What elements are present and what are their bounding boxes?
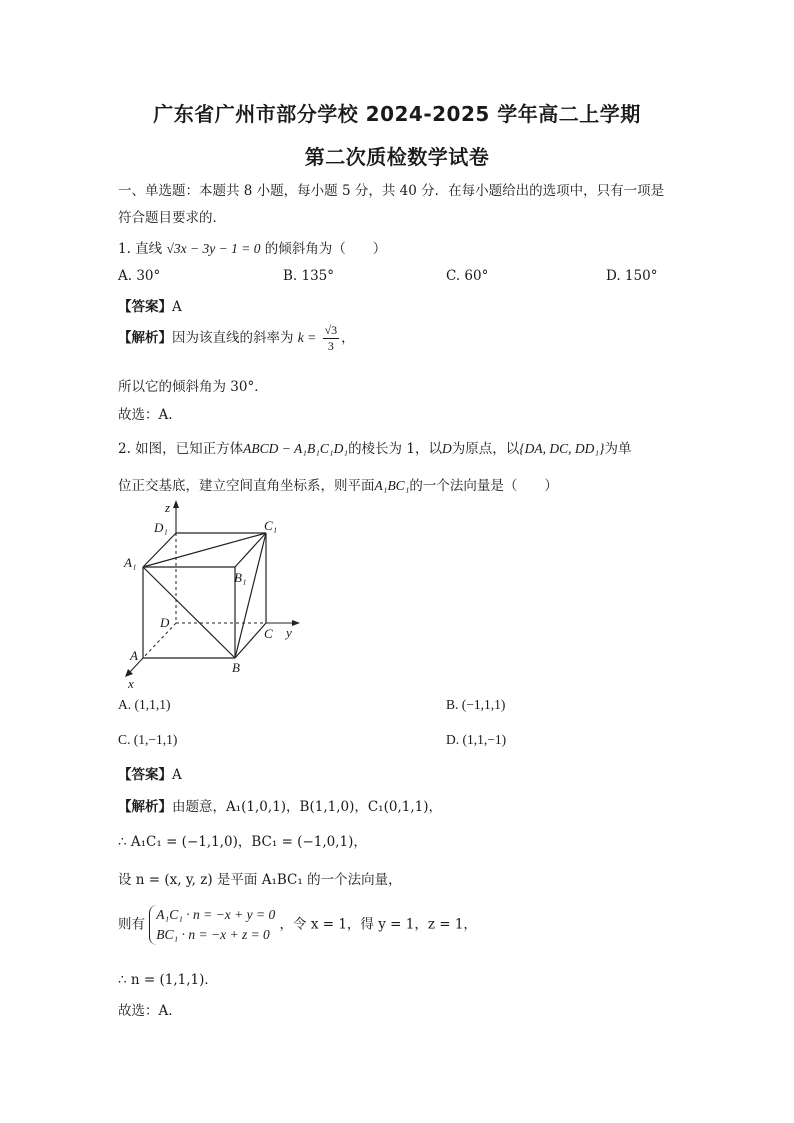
q1-slope-fraction bbox=[323, 323, 340, 354]
q2-origin-point: D bbox=[441, 441, 452, 456]
q2-analysis-text1: 由题意，A₁(1,0,1)，B(1,1,0)，C₁(0,1,1)， bbox=[172, 799, 442, 815]
q2-option-b: B. (−1,1,1) bbox=[446, 697, 506, 712]
label-c1: C₁ bbox=[264, 518, 278, 533]
q1-analysis-comma: ， bbox=[341, 330, 355, 346]
q2-plane: A₁BC₁ bbox=[374, 478, 410, 493]
segment-a1-c1 bbox=[143, 533, 266, 567]
z-axis-arrow-icon bbox=[173, 500, 179, 508]
label-a: A bbox=[130, 648, 138, 663]
q1-option-d: D. 150° bbox=[606, 268, 658, 284]
segment-b-c1 bbox=[235, 533, 266, 658]
q1-prefix: 1. 直线 bbox=[118, 241, 163, 257]
q2-stem-line1 bbox=[118, 437, 631, 457]
label-b1: B₁ bbox=[234, 570, 247, 585]
q2-line1-a: 2. 如图，已知正方体 bbox=[118, 441, 244, 457]
section-heading-line2: 符合题目要求的． bbox=[118, 210, 226, 226]
q1-answer-label: 【答案】 bbox=[118, 299, 172, 315]
exam-title-line1: 广东省广州市部分学校 2024-2025 学年高二上学期 bbox=[153, 102, 641, 126]
label-d: D bbox=[160, 615, 170, 630]
section-heading-line1: 一、单选题：本题共 8 小题，每小题 5 分，共 40 分．在每小题给出的选项中，只有一项是 bbox=[118, 183, 665, 199]
q1-analysis-text: 因为该直线的斜率为 bbox=[172, 330, 294, 346]
q1-option-c: C. 60° bbox=[446, 268, 489, 284]
q1-equation: √3x − 3y − 1 = 0 bbox=[166, 241, 261, 256]
label-z: z bbox=[165, 500, 171, 515]
q2-analysis-label: 【解析】 bbox=[118, 799, 172, 815]
label-d1: D₁ bbox=[154, 520, 168, 535]
q2-basis: {DA, DC, DD₁} bbox=[519, 441, 605, 456]
q2-option-c: C. (1,−1,1) bbox=[118, 732, 178, 747]
q1-stem bbox=[118, 237, 386, 257]
q2-option-a: A. (1,1,1) bbox=[118, 697, 171, 712]
exam-title-line2: 第二次质检数学试卷 bbox=[304, 145, 490, 169]
q1-analysis bbox=[118, 323, 355, 354]
label-y: y bbox=[286, 625, 292, 640]
q2-analysis-line3: 设 n = (x, y, z) 是平面 A₁BC₁ 的一个法向量， bbox=[118, 872, 402, 888]
q1-conclusion: 所以它的倾斜角为 30°． bbox=[118, 379, 268, 395]
q2-result: ∴ n = (1,1,1)． bbox=[118, 972, 218, 988]
q1-analysis-label: 【解析】 bbox=[118, 330, 172, 346]
label-a1: A₁ bbox=[124, 555, 137, 570]
q2-system-after: ，令 x = 1，得 y = 1，z = 1， bbox=[279, 916, 477, 933]
q2-stem-line2 bbox=[118, 474, 558, 494]
q2-answer-value: A bbox=[172, 767, 182, 783]
q1-slope-numerator: √3 bbox=[324, 323, 338, 337]
q2-then-has: 则有 bbox=[118, 916, 145, 933]
q1-choose: 故选：A. bbox=[118, 407, 173, 423]
q2-answer bbox=[118, 763, 182, 783]
label-b: B bbox=[232, 660, 240, 675]
q2-line2-a: 位正交基底，建立空间直角坐标系，则平面 bbox=[118, 478, 375, 494]
label-x: x bbox=[128, 676, 134, 690]
q1-answer-value: A bbox=[172, 299, 182, 315]
q2-equation-system bbox=[149, 905, 275, 945]
q2-answer-label: 【答案】 bbox=[118, 767, 172, 783]
q2-analysis-line2: ∴ A₁C₁ = (−1,1,0)，BC₁ = (−1,0,1)， bbox=[118, 834, 367, 850]
cube-diagram bbox=[118, 500, 318, 690]
q2-line1-c: 为原点，以 bbox=[451, 441, 520, 457]
q2-choose: 故选：A. bbox=[118, 1003, 173, 1019]
q2-line1-d: 为单 bbox=[604, 441, 632, 457]
q1-answer bbox=[118, 295, 182, 315]
q2-line1-b: 的棱长为 1，以 bbox=[348, 441, 442, 457]
q1-slope-lhs: k = bbox=[297, 330, 317, 345]
q2-analysis-line1 bbox=[118, 795, 442, 815]
q2-system-eq2: BC₁ · n = −x + z = 0 bbox=[156, 927, 270, 942]
segment-a1-b bbox=[143, 567, 235, 658]
q2-option-d: D. (1,1,−1) bbox=[446, 732, 507, 747]
q2-line2-b: 的一个法向量是（ ） bbox=[409, 478, 558, 494]
q1-slope-denominator: 3 bbox=[327, 339, 334, 353]
label-c: C bbox=[264, 626, 273, 641]
q2-system-eq1: A₁C₁ · n = −x + y = 0 bbox=[156, 907, 276, 922]
q1-option-b: B. 135° bbox=[283, 268, 335, 284]
q1-option-a: A. 30° bbox=[118, 268, 161, 284]
y-axis-arrow-icon bbox=[292, 620, 300, 626]
q2-system-line bbox=[118, 905, 477, 945]
q2-cube-name: ABCD − A₁B₁C₁D₁ bbox=[243, 441, 349, 456]
q1-suffix: 的倾斜角为（ ） bbox=[264, 241, 387, 257]
